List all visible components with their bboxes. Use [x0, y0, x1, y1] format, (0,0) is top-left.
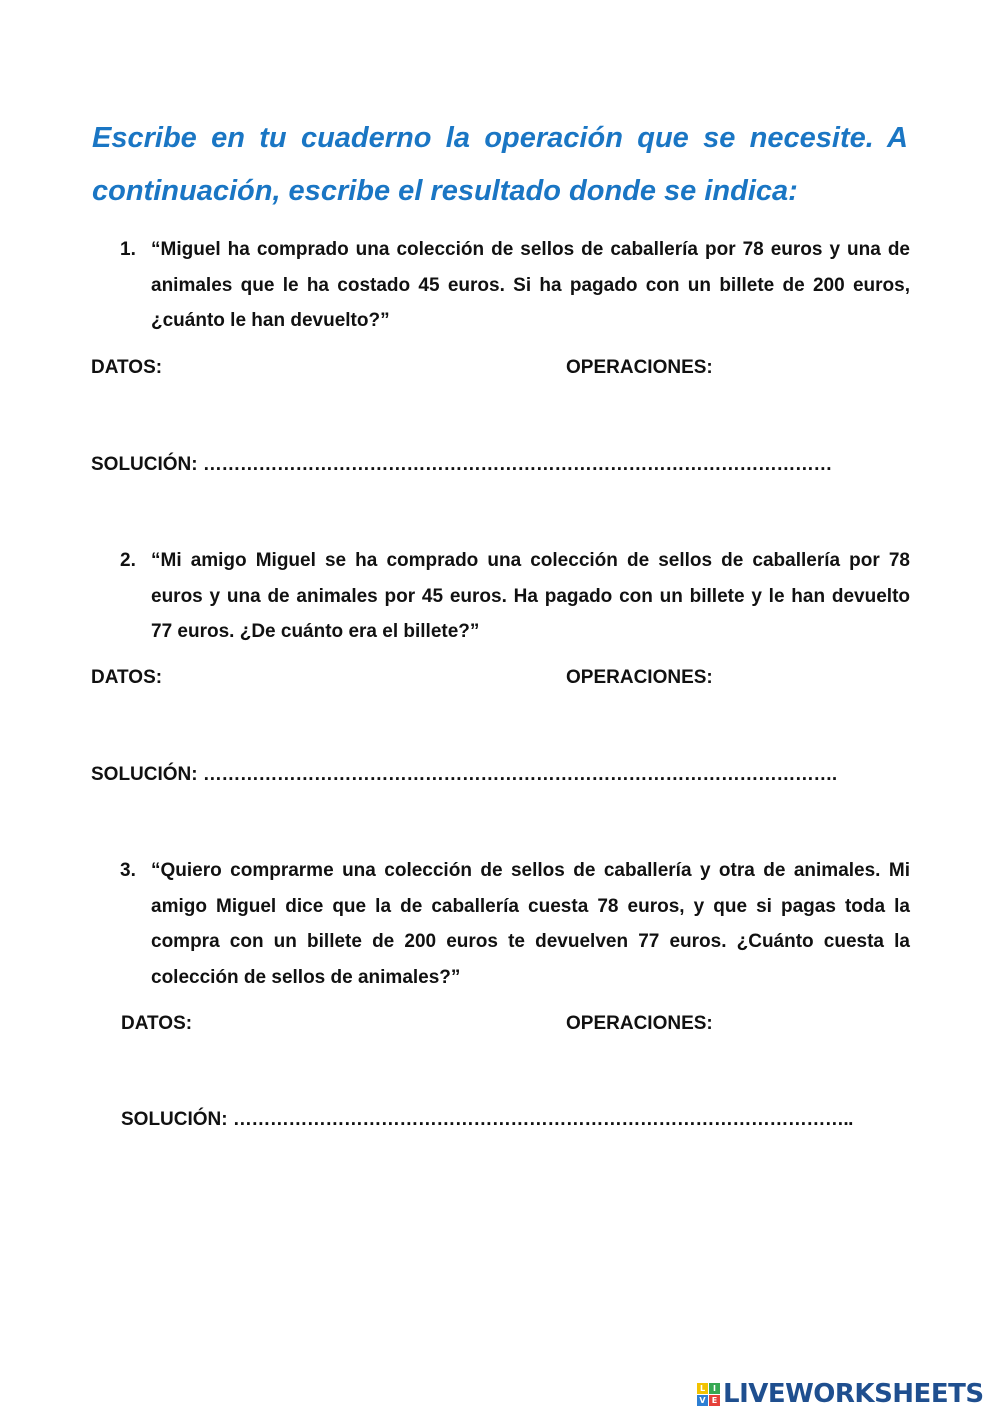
answer-dots[interactable]: ………………………………………………………………………………………..: [232, 1109, 853, 1130]
logo-cube: V: [697, 1395, 708, 1406]
problem-number: 2.: [120, 550, 136, 571]
solucion-line[interactable]: [91, 763, 837, 787]
logo-cube: E: [709, 1395, 720, 1406]
problem-text: “Mi amigo Miguel se ha comprado una colección de sellos de caballería por 78 euros y una de animales por 45 euros. Ha pagado con un billete y le han devuelto 77 euros. ¿De cuánto era el billete?”: [151, 550, 910, 642]
problem-number: 3.: [120, 860, 136, 881]
problem-number: 1.: [120, 239, 136, 260]
operaciones-label: OPERACIONES:: [566, 667, 713, 688]
problem-1: [120, 232, 910, 339]
answer-dots[interactable]: …………………………………………………………………………………………: [202, 454, 832, 475]
datos-label: DATOS:: [121, 1013, 193, 1034]
solucion-label: SOLUCIÓN:: [91, 454, 198, 475]
solucion-label: SOLUCIÓN:: [91, 764, 198, 785]
operaciones-label: OPERACIONES:: [566, 357, 713, 378]
instructions-title: Escribe en tu cuaderno la operación que se necesite. A continuación, escribe el resultado donde se indica:: [92, 122, 908, 207]
problem-3: [120, 853, 910, 995]
operaciones-label: OPERACIONES:: [566, 1013, 713, 1034]
problem-2: [120, 543, 910, 650]
solucion-line[interactable]: [121, 1108, 853, 1132]
solucion-line[interactable]: [91, 453, 832, 477]
problem-text: “Miguel ha comprado una colección de sellos de caballería por 78 euros y una de animales que le ha costado 45 euros. Si ha pagado con un billete de 200 euros, ¿cuánto le han devuelto?”: [151, 239, 910, 331]
solucion-label: SOLUCIÓN:: [121, 1109, 228, 1130]
problem-text: “Quiero comprarme una colección de sellos de caballería y otra de animales. Mi amigo Miguel dice que la de caballería cuesta 78 euros, y que si pagas toda la compra con un billete de 200 euros te devuelven 77 euros. ¿Cuánto cuesta la colección de sellos de animales?”: [151, 860, 910, 988]
liveworksheets-logo: [697, 1379, 984, 1409]
datos-label: DATOS:: [91, 667, 163, 688]
cube-grid-icon: [697, 1383, 720, 1406]
logo-text: LIVEWORKSHEETS: [723, 1379, 984, 1409]
answer-dots[interactable]: ………………………………………………………………………………………….: [202, 764, 837, 785]
logo-cube: I: [709, 1383, 720, 1394]
logo-cube: L: [697, 1383, 708, 1394]
datos-label: DATOS:: [91, 357, 163, 378]
